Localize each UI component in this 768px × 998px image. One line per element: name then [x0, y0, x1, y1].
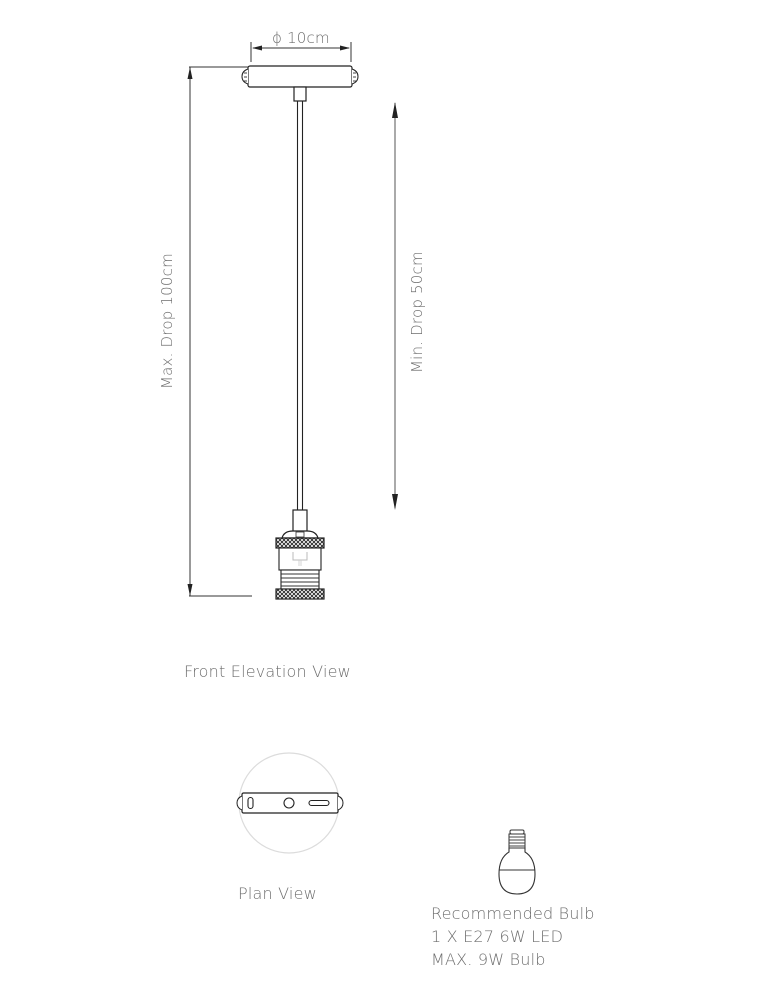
- max-drop-dimension: [188, 67, 253, 596]
- max-drop-label: Max. Drop 100cm: [158, 253, 176, 389]
- plan-view-caption: Plan View: [238, 884, 317, 903]
- recommended-bulb-max: MAX. 9W Bulb: [431, 950, 546, 969]
- plan-view-drawing: [237, 753, 343, 853]
- cable: [298, 101, 303, 510]
- recommended-bulb-spec: 1 X E27 6W LED: [431, 927, 564, 946]
- ceiling-canopy: [242, 66, 358, 101]
- lamp-holder: [276, 510, 324, 599]
- recommended-bulb-title: Recommended Bulb: [431, 904, 595, 923]
- bulb-icon: [499, 830, 535, 894]
- diameter-label: ϕ 10cm: [272, 29, 330, 47]
- front-elevation-caption: Front Elevation View: [184, 662, 351, 681]
- min-drop-label: Min. Drop 50cm: [408, 251, 426, 373]
- min-drop-dimension: [392, 102, 398, 510]
